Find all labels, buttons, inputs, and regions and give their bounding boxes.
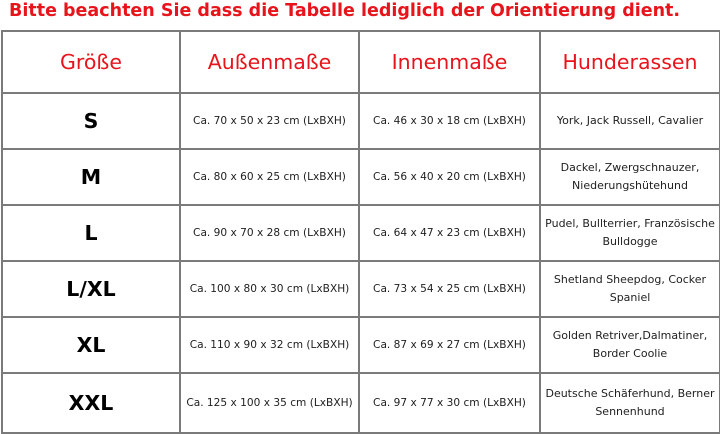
header-size: Größe [2, 31, 180, 93]
outer-dimensions-cell: Ca. 100 x 80 x 30 cm (LxBXH) [180, 261, 359, 317]
breeds-line: Golden Retriver,Dalmatiner, [552, 329, 708, 343]
breeds-cell [540, 261, 720, 317]
breeds-line: Bulldogge [602, 235, 658, 248]
inner-dimensions-cell: Ca. 56 x 40 x 20 cm (LxBXH) [359, 149, 540, 205]
size-cell: XL [2, 317, 180, 373]
size-cell: S [2, 93, 180, 149]
breeds-line: Shetland Sheepdog, Cocker [553, 273, 707, 287]
outer-dimensions-cell: Ca. 80 x 60 x 25 cm (LxBXH) [180, 149, 359, 205]
size-cell: L [2, 205, 180, 261]
breeds-cell [540, 93, 720, 149]
outer-dimensions-cell: Ca. 70 x 50 x 23 cm (LxBXH) [180, 93, 359, 149]
inner-dimensions-cell: Ca. 87 x 69 x 27 cm (LxBXH) [359, 317, 540, 373]
table-header-row [2, 31, 720, 93]
breeds-line: York, Jack Russell, Cavalier [556, 114, 704, 128]
breeds-line: Deutsche Schäferhund, Berner [545, 387, 715, 401]
table-row [2, 205, 720, 261]
breeds-line: Pudel, Bullterrier, Französische [545, 217, 715, 231]
inner-dimensions-cell: Ca. 64 x 47 x 23 cm (LxBXH) [359, 205, 540, 261]
size-cell: XXL [2, 373, 180, 433]
outer-dimensions-cell: Ca. 110 x 90 x 32 cm (LxBXH) [180, 317, 359, 373]
table-row [2, 149, 720, 205]
size-cell: L/XL [2, 261, 180, 317]
breeds-line: Border Coolie [592, 347, 668, 360]
header-dog-breeds: Hunderassen [540, 31, 720, 93]
outer-dimensions-cell: Ca. 90 x 70 x 28 cm (LxBXH) [180, 205, 359, 261]
outer-dimensions-cell: Ca. 125 x 100 x 35 cm (LxBXH) [180, 373, 359, 433]
header-inner-dimensions: Innenmaße [359, 31, 540, 93]
breeds-cell [540, 317, 720, 373]
orientation-note: Bitte beachten Sie dass die Tabelle lediglich der Orientierung dient. [9, 1, 681, 21]
breeds-line: Dackel, Zwergschnauzer, [560, 161, 700, 175]
breeds-line: Spaniel [609, 291, 651, 304]
inner-dimensions-cell: Ca. 46 x 30 x 18 cm (LxBXH) [359, 93, 540, 149]
breeds-line: Sennenhund [595, 405, 665, 418]
breeds-cell [540, 149, 720, 205]
inner-dimensions-cell: Ca. 73 x 54 x 25 cm (LxBXH) [359, 261, 540, 317]
table-row [2, 261, 720, 317]
size-table [1, 30, 720, 434]
header-outer-dimensions: Außenmaße [180, 31, 359, 93]
table-row [2, 93, 720, 149]
size-cell: M [2, 149, 180, 205]
breeds-cell [540, 373, 720, 433]
breeds-cell [540, 205, 720, 261]
table-row [2, 373, 720, 433]
table-row [2, 317, 720, 373]
inner-dimensions-cell: Ca. 97 x 77 x 30 cm (LxBXH) [359, 373, 540, 433]
breeds-line: Niederungshütehund [572, 179, 688, 192]
